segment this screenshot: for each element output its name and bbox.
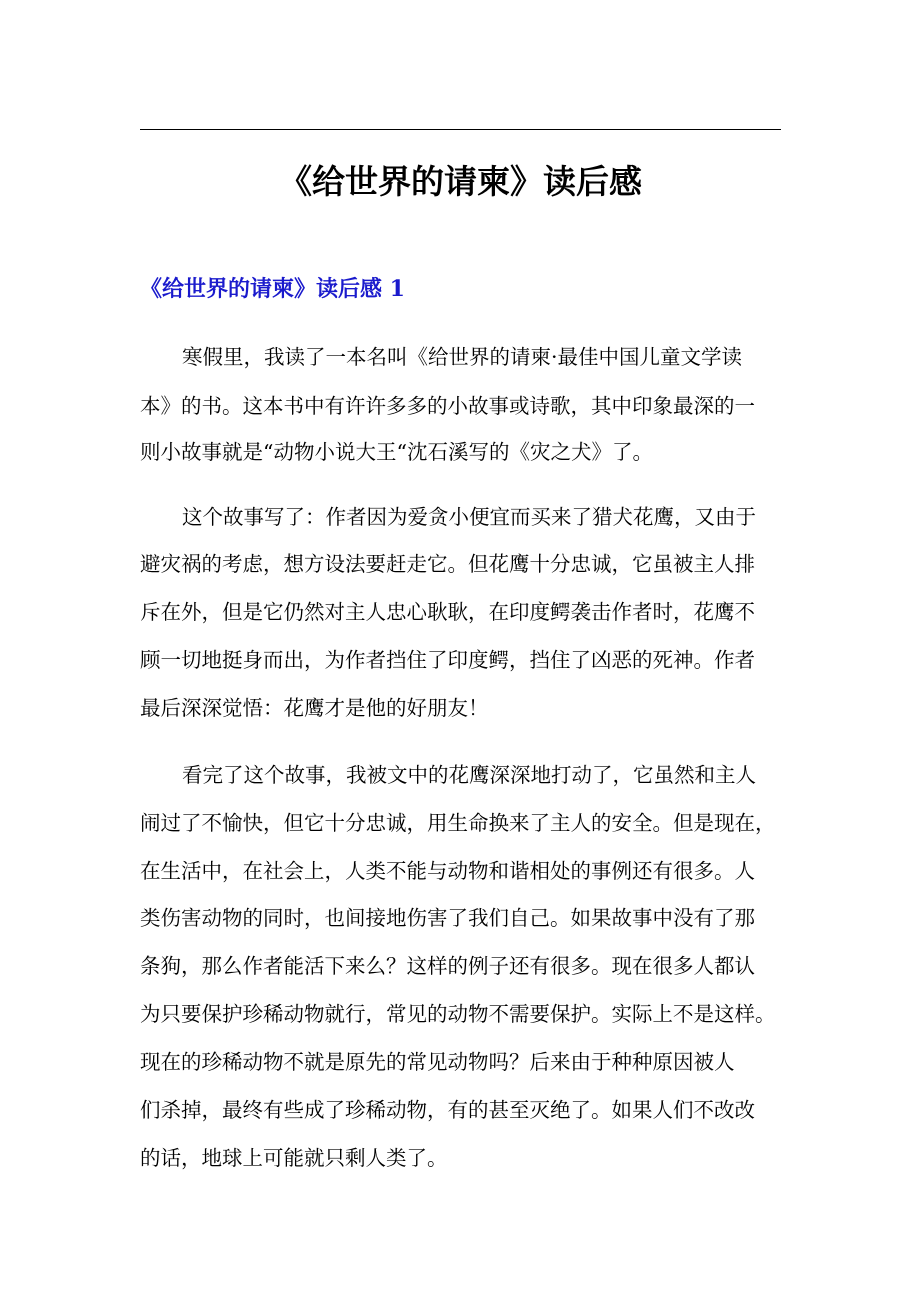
paragraph-2-line-2: 避灾祸的考虑，想方设法要赶走它。但花鹰十分忠诚，它虽被主人排: [140, 552, 755, 576]
paragraph-3-line-2: 闹过了不愉快，但它十分忠诚，用生命换来了主人的安全。但是现在，: [140, 811, 776, 835]
paragraph-1-line-2: 本》的书。这本书中有许许多多的小故事或诗歌，其中印象最深的一: [140, 394, 755, 418]
paragraph-2-line-4: 顾一切地挺身而出，为作者挡住了印度鳄，挡住了凶恶的死神。作者: [140, 648, 755, 672]
paragraph-3-line-1: 看完了这个故事，我被文中的花鹰深深地打动了，它虽然和主人: [182, 763, 756, 787]
paragraph-3-line-9: 的话，地球上可能就只剩人类了。: [140, 1146, 448, 1170]
paragraph-3-line-6: 为只要保护珍稀动物就行，常见的动物不需要保护。实际上不是这样。: [140, 1002, 776, 1026]
paragraph-3-line-7: 现在的珍稀动物不就是原先的常见动物吗？后来由于种种原因被人: [140, 1050, 735, 1074]
paragraph-3-line-8: 们杀掉，最终有些成了珍稀动物，有的甚至灭绝了。如果人们不改改: [140, 1098, 755, 1122]
paragraph-2-line-3: 斥在外，但是它仍然对主人忠心耿耿，在印度鳄袭击作者时，花鹰不: [140, 600, 755, 624]
document-title: 《给世界的请柬》读后感: [279, 162, 642, 201]
paragraph-1-line-3: 则小故事就是“动物小说大王“沈石溪写的《灾之犬》了。: [140, 440, 653, 464]
section-heading: 《给世界的请柬》读后感 1: [140, 276, 405, 302]
paragraph-1-line-1: 寒假里，我读了一本名叫《给世界的请柬·最佳中国儿童文学读: [182, 345, 743, 369]
paragraph-3-line-5: 条狗，那么作者能活下来么？这样的例子还有很多。现在很多人都认: [140, 954, 755, 978]
paragraph-3-line-3: 在生活中，在社会上，人类不能与动物和谐相处的事例还有很多。人: [140, 859, 755, 883]
paragraph-2-line-5: 最后深深觉悟：花鹰才是他的好朋友！: [140, 696, 489, 720]
paragraph-2-line-1: 这个故事写了：作者因为爱贪小便宜而买来了猎犬花鹰，又由于: [182, 505, 756, 529]
paragraph-3-line-4: 类伤害动物的同时，也间接地伤害了我们自己。如果故事中没有了那: [140, 906, 755, 930]
header-rule: [140, 129, 781, 130]
